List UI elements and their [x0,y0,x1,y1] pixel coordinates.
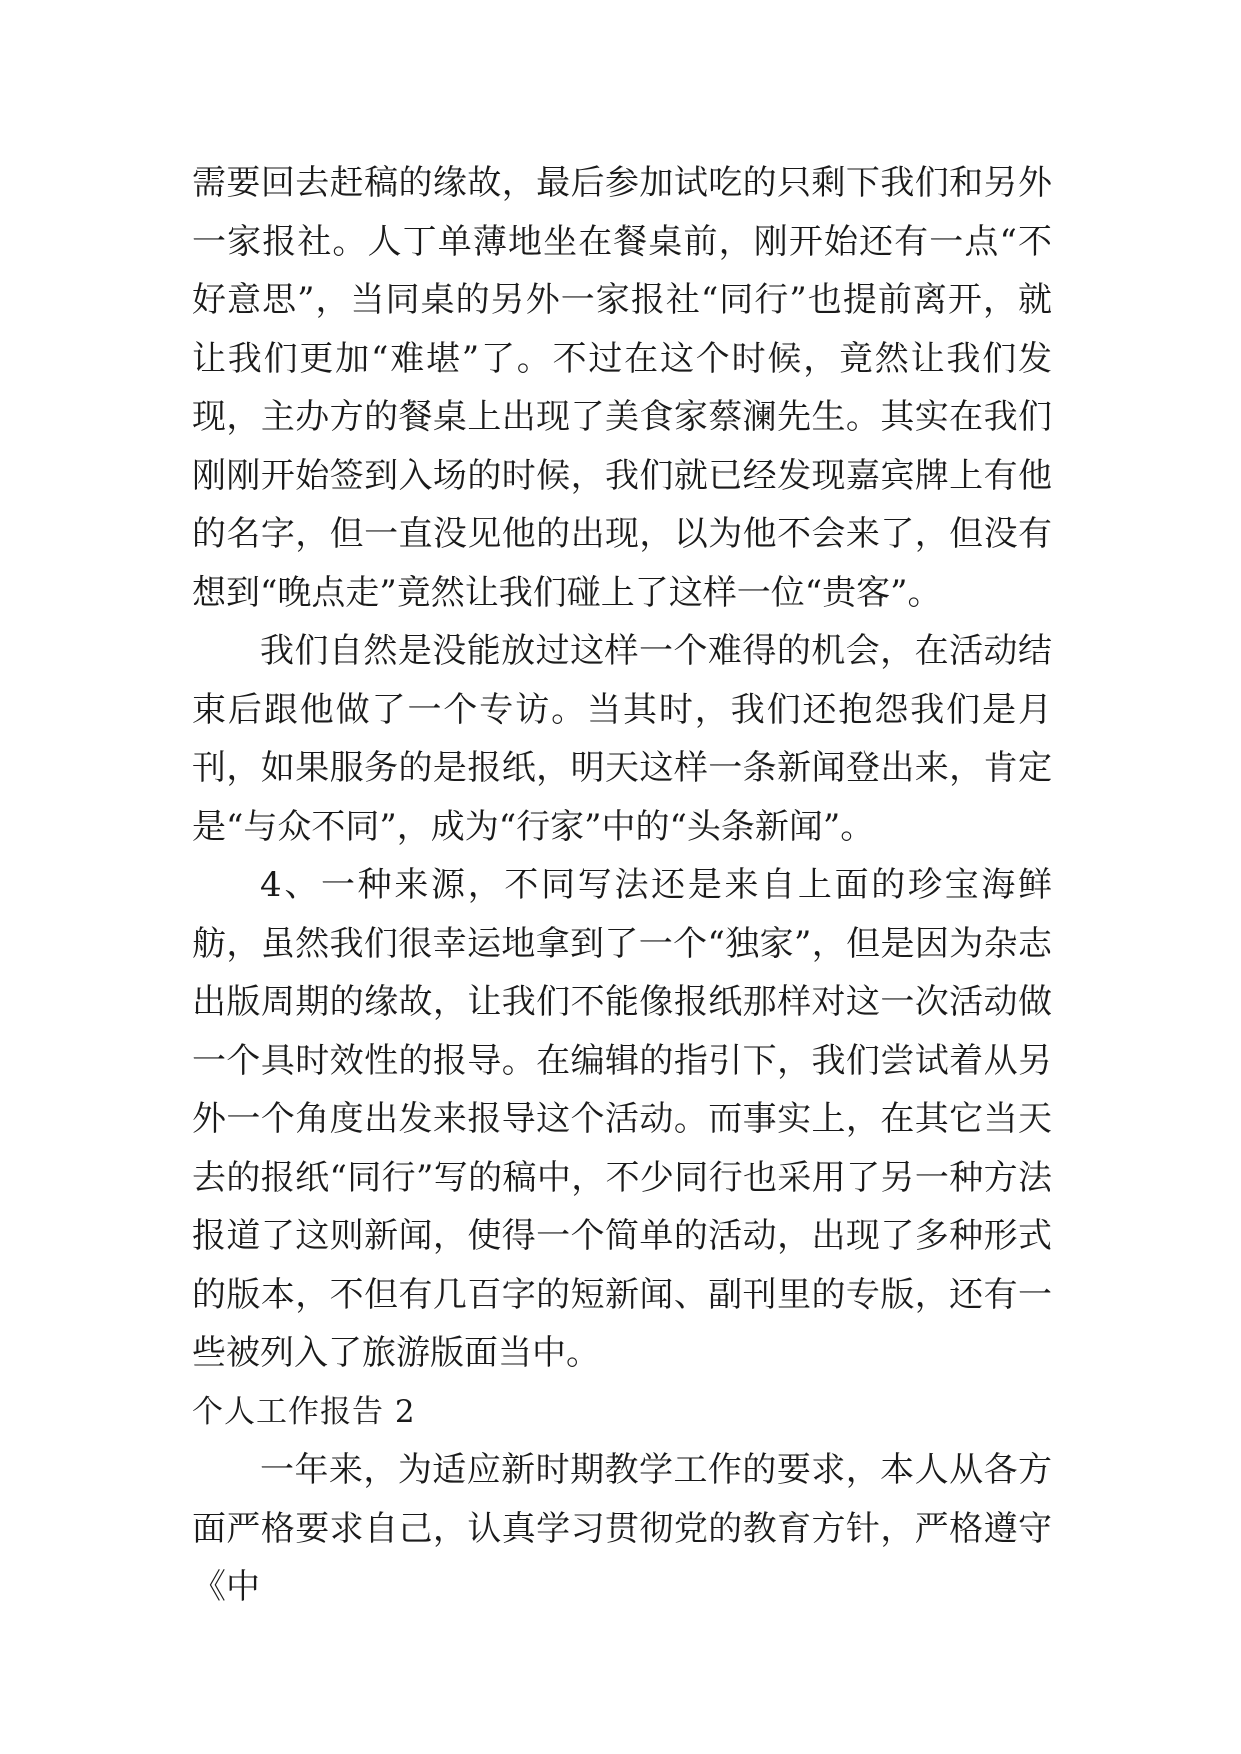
document-body [192,154,1052,1617]
paragraph-4: 一年来，为适应新时期教学工作的要求，本人从各方面严格要求自己，认真学习贯彻党的教育方针，严格遵守《中 [192,1450,1052,1607]
paragraph-1: 需要回去赶稿的缘故，最后参加试吃的只剩下我们和另外一家报社。人丁单薄地坐在餐桌前，刚开始还有一点“不好意思”，当同桌的另外一家报社“同行”也提前离开，就让我们更加“难堪”了。不过在这个时候，竟然让我们发现，主办方的餐桌上出现了美食家蔡澜先生。其实在我们刚刚开始签到入场的时候，我们就已经发现嘉宾牌上有他的名字，但一直没见他的出现，以为他不会来了，但没有想到“晚点走”竟然让我们碰上了这样一位“贵客”。 [192,163,1052,613]
section-heading: 个人工作报告 2 [192,1393,416,1430]
paragraph-2: 我们自然是没能放过这样一个难得的机会，在活动结束后跟他做了一个专访。当其时，我们还抱怨我们是月刊，如果服务的是报纸，明天这样一条新闻登出来，肯定是“与众不同”，成为“行家”中的“头条新闻”。 [192,631,1052,847]
paragraph-3: 4、一种来源，不同写法还是来自上面的珍宝海鲜舫，虽然我们很幸运地拿到了一个“独家”，但是因为杂志出版周期的缘故，让我们不能像报纸那样对这一次活动做一个具时效性的报导。在编辑的指引下，我们尝试着从另外一个角度出发来报导这个活动。而事实上，在其它当天去的报纸“同行”写的稿中，不少同行也采用了另一种方法报道了这则新闻，使得一个简单的活动，出现了多种形式的版本，不但有几百字的短新闻、副刊里的专版，还有一些被列入了旅游版面当中。 [192,865,1052,1373]
